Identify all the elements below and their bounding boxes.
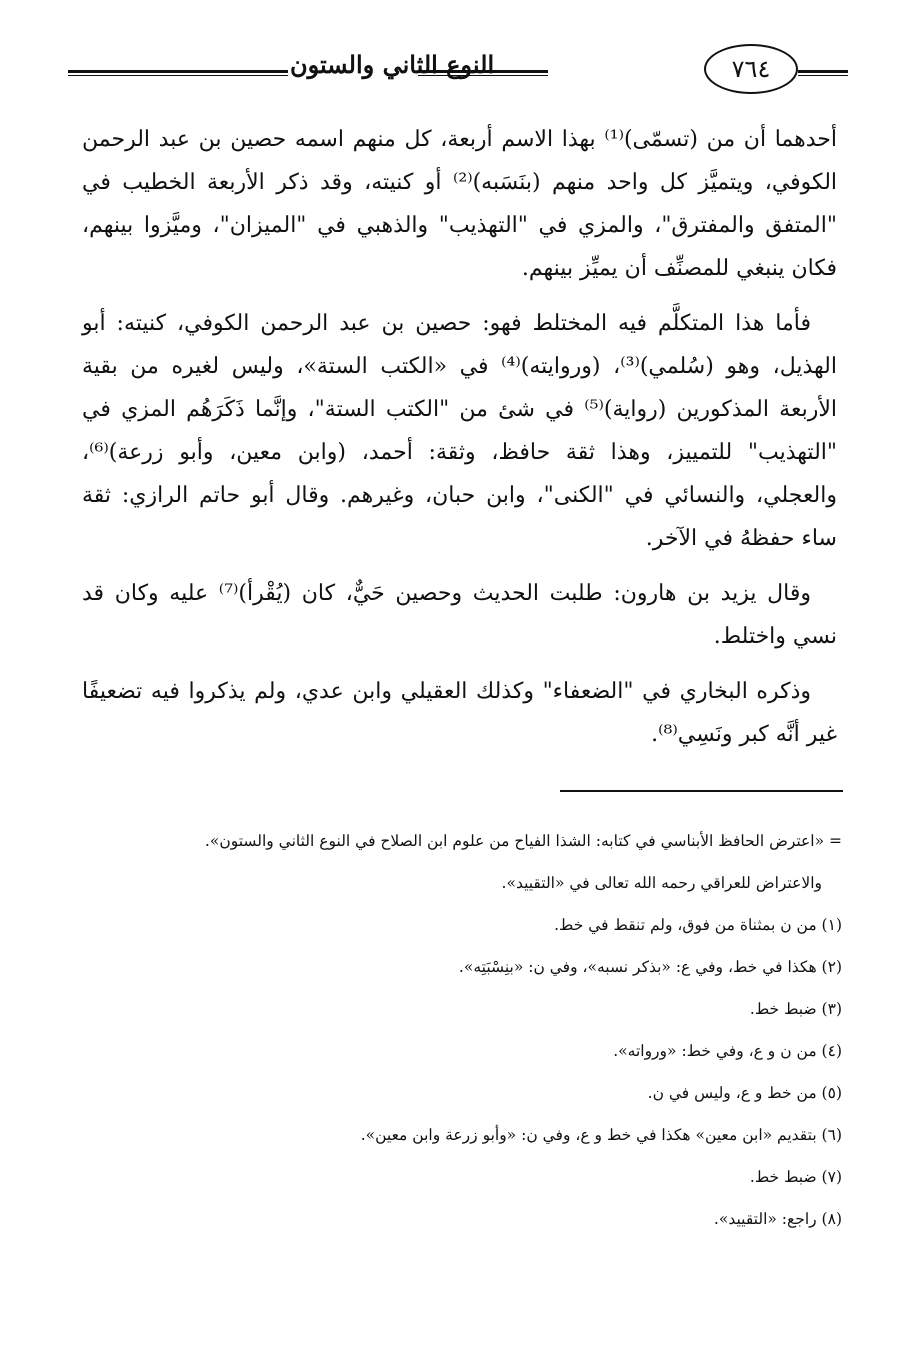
running-header bbox=[68, 40, 848, 100]
paragraph-2: فأما هذا المتكلَّم فيه المختلط فهو: حصين بن عبد الرحمن الكوفي، كنيته: أبو الهذيل، وهو (سُلمي)⁽³⁾، (وروايته)⁽⁴⁾ في «الكتب الستة»، وليس لغيره من بقية الأربعة المذكورين (رواية)⁽⁵⁾ في شئ من "الكتب الستة"، وإنَّما ذَكَرَهُم المزي في "التهذيب" للتمييز، وهذا ثقة حافظ، وثقة: أحمد، (وابن معين، وأبو زرعة)⁽⁶⁾، والعجلي، والنسائي في "الكنى"، وابن حبان، وغيرهم. وقال أبو حاتم الرازي: ثقة ساء حفظهُ في الآخر. bbox=[82, 311, 837, 551]
footnote-3: (٣) ضبط خط. bbox=[749, 1000, 842, 1018]
footnote-7: (٧) ضبط خط. bbox=[749, 1168, 842, 1186]
header-rule-left bbox=[68, 70, 288, 76]
main-text bbox=[82, 118, 837, 768]
footnote-separator bbox=[560, 790, 843, 792]
footnote-continuation-2: والاعتراض للعراقي رحمه الله تعالى في «التقييد». bbox=[501, 874, 822, 892]
footnote-1: (١) من ن بمثناة من فوق، ولم تنقط في خط. bbox=[554, 916, 842, 934]
paragraph-1: أحدهما أن من (تسمّى)⁽¹⁾ بهذا الاسم أربعة، كل منهم اسمه حصين بن عبد الرحمن الكوفي، ويتميَّز كل واحد منهم (بنَسَبه)⁽²⁾ أو كنيته، وقد ذكر الأربعة الخطيب في "المتفق والمفترق"، والمزي في "التهذيب" والذهبي في "الميزان"، وميَّزوا بينهم، فكان ينبغي للمصنِّف أن يميِّز بينهم. bbox=[82, 127, 838, 281]
page-number: ٧٦٤ bbox=[704, 44, 798, 94]
footnotes bbox=[82, 830, 842, 1250]
paragraph-3: وقال يزيد بن هارون: طلبت الحديث وحصين حَيٌّ، كان (يُقْرأ)⁽⁷⁾ عليه وكان قد نسي واختلط. bbox=[82, 581, 837, 649]
header-rule-right bbox=[798, 70, 848, 76]
footnote-6: (٦) بتقديم «ابن معين» هكذا في خط و ع، وفي ن: «وأبو زرعة وابن معين». bbox=[360, 1126, 842, 1144]
paragraph-4: وذكره البخاري في "الضعفاء" وكذلك العقيلي وابن عدي، ولم يذكروا فيه تضعيفًا غير أنَّه كبر ونَسِي⁽⁸⁾. bbox=[82, 679, 837, 747]
footnote-8: (٨) راجع: «التقييد». bbox=[713, 1210, 842, 1228]
footnote-2: (٢) هكذا في خط، وفي ع: «بذكر نسبه»، وفي ن: «بنِسْبَتِه». bbox=[458, 958, 842, 976]
header-rule-middle bbox=[418, 70, 548, 76]
footnote-continuation: = «اعترض الحافظ الأبناسي في كتابه: الشذا الفياح من علوم ابن الصلاح في النوع الثاني والستون». bbox=[204, 832, 842, 850]
running-title: النوع الثاني والستون bbox=[290, 50, 495, 79]
footnote-4: (٤) من ن و ع، وفي خط: «ورواته». bbox=[613, 1042, 842, 1060]
footnote-5: (٥) من خط و ع، وليس في ن. bbox=[647, 1084, 842, 1102]
